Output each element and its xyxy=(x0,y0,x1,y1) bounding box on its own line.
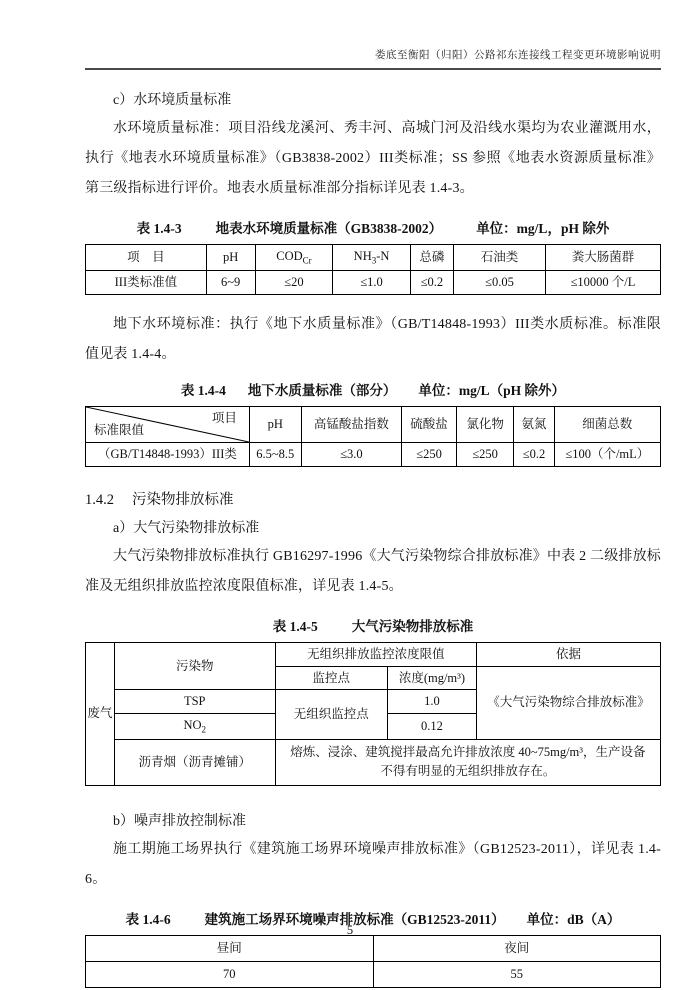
header-chloride: 氯化物 xyxy=(456,407,514,443)
table-144-label: 表 1.4-4 xyxy=(180,383,226,398)
no2-base: NO xyxy=(183,718,202,732)
running-header xyxy=(85,0,661,70)
cell-so4: ≤250 xyxy=(402,443,457,467)
page-content xyxy=(85,0,661,988)
diag-label-item: 项目 xyxy=(211,411,237,425)
cell-no2-value: 0.12 xyxy=(387,714,476,740)
cell-tsp-value: 1.0 xyxy=(387,690,476,714)
running-header-title: 娄底至衡阳（归阳）公路祁东连接线工程变更环境影响说明 xyxy=(375,50,661,61)
header-bacteria-total: 细菌总数 xyxy=(554,407,660,443)
section-number: 1.4.2 xyxy=(85,491,114,508)
cell-asphalt-note: 熔炼、浸涂、建筑搅拌最高允许排放浓度 40~75mg/m³，生产设备不得有明显的无组织排放存在。 xyxy=(275,740,660,786)
table-row xyxy=(86,740,661,786)
header-petroleum: 石油类 xyxy=(454,245,546,271)
table-row xyxy=(86,443,661,467)
codcr-sub: Cr xyxy=(302,255,312,266)
cell-tsp: TSP xyxy=(114,690,275,714)
table-145-air-emission-standard xyxy=(85,642,661,786)
codcr-base: COD xyxy=(276,249,303,263)
table-144-unit: 单位：mg/L（pH 除外） xyxy=(418,383,566,398)
header-item: 项 目 xyxy=(86,245,207,271)
table-144-caption xyxy=(85,379,661,399)
paragraph-groundwater: 地下水环境标准：执行《地下水质量标准》（GB/T14848-1993）III类水质标准。标准限值见表 1.4-4。 xyxy=(85,317,661,362)
header-fecal-coliform: 粪大肠菌群 xyxy=(546,245,661,271)
table-row xyxy=(86,935,661,961)
nh3n-sub: 3 xyxy=(371,255,377,266)
table-row xyxy=(86,271,661,295)
cell-no2 xyxy=(114,714,275,740)
cell-tp: ≤0.2 xyxy=(410,271,453,295)
header-monitor-point: 监控点 xyxy=(275,666,387,690)
cell-basis-value: 《大气污染物综合排放标准》 xyxy=(477,666,661,740)
header-total-phosphorus: 总磷 xyxy=(410,245,453,271)
cell-ph: 6.5~8.5 xyxy=(249,443,301,467)
table-145-caption xyxy=(85,615,661,635)
cell-coliform: ≤10000 个/L xyxy=(546,271,661,295)
section-heading-142 xyxy=(85,490,661,510)
table-row xyxy=(86,407,661,443)
cell-class-label: III类标准值 xyxy=(86,271,207,295)
header-nighttime: 夜间 xyxy=(373,935,661,961)
paragraph-surface-water: 水环境质量标准：项目沿线龙溪河、秀丰河、高城门河及沿线水渠均为农业灌溉用水，执行《地表水环境质量标准》（GB3838-2002）III类标准；SS 参照《地表水资源质量标准》第三级指标进行评价。地表水质量标准部分指标详见表 1.4-3。 xyxy=(85,121,661,196)
table-143-caption xyxy=(85,217,661,237)
page-number: 5 xyxy=(346,923,354,937)
cell-monitor-point-value: 无组织监控点 xyxy=(275,690,387,740)
table-143-title: 地表水环境质量标准（GB3838-2002） xyxy=(215,221,443,236)
header-daytime: 昼间 xyxy=(86,935,374,961)
cell-cl: ≤250 xyxy=(456,443,514,467)
cell-daytime-limit: 70 xyxy=(86,961,374,987)
cell-oil: ≤0.05 xyxy=(454,271,546,295)
cell-waste-gas: 废气 xyxy=(86,642,115,785)
cell-ph: 6~9 xyxy=(206,271,255,295)
cell-cod: ≤20 xyxy=(255,271,333,295)
table-146-title: 建筑施工场界环境噪声排放标准（GB12523-2011） xyxy=(204,911,505,927)
header-nh3n xyxy=(333,245,411,271)
table-146-label: 表 1.4-6 xyxy=(125,911,171,927)
diag-label-limit: 标准限值 xyxy=(94,423,145,438)
table-144-title: 地下水质量标准（部分） xyxy=(247,383,397,398)
table-row xyxy=(86,961,661,987)
section-title: 污染物排放标准 xyxy=(132,491,234,508)
header-permanganate-index: 高锰酸盐指数 xyxy=(301,407,402,443)
no2-sub: 2 xyxy=(201,724,207,735)
header-ammonia: 氨氮 xyxy=(514,407,554,443)
header-basis: 依据 xyxy=(477,642,661,666)
diagonal-header-cell xyxy=(86,407,250,443)
header-fugitive-limit-group: 无组织排放监控浓度限值 xyxy=(275,642,476,666)
table-146-unit: 单位：dB（A） xyxy=(526,911,621,927)
table-143-surface-water-standard xyxy=(85,244,661,295)
cell-nighttime-limit: 55 xyxy=(373,961,661,987)
table-143-label: 表 1.4-3 xyxy=(136,221,182,236)
heading-air-emission: a）大气污染物排放标准 xyxy=(113,520,260,536)
header-sulfate: 硫酸盐 xyxy=(402,407,457,443)
header-pollutant: 污染物 xyxy=(114,642,275,690)
heading-noise-control: b）噪声排放控制标准 xyxy=(113,813,246,829)
table-146-noise-standard xyxy=(85,935,661,988)
table-143-unit: 单位：mg/L，pH 除外 xyxy=(476,221,610,236)
table-145-title: 大气污染物排放标准 xyxy=(351,618,474,634)
paragraph-air-emission: 大气污染物排放标准执行 GB16297-1996《大气污染物综合排放标准》中表 2 二级排放标准及无组织排放监控浓度限值标准，详见表 1.4-5。 xyxy=(85,548,662,594)
cell-nh3n: ≤1.0 xyxy=(333,271,411,295)
cell-nh3: ≤0.2 xyxy=(514,443,554,467)
header-ph: pH xyxy=(249,407,301,443)
header-concentration: 浓度(mg/m³) xyxy=(387,666,476,690)
table-row xyxy=(86,642,661,666)
table-144-groundwater-standard xyxy=(85,406,661,467)
cell-kmno4: ≤3.0 xyxy=(301,443,402,467)
header-codcr xyxy=(255,245,333,271)
table-145-label: 表 1.4-5 xyxy=(272,618,318,634)
cell-asphalt-label: 沥青烟（沥青摊铺） xyxy=(114,740,275,786)
table-row xyxy=(86,245,661,271)
cell-standard-label: （GB/T14848-1993）III类 xyxy=(86,443,250,467)
nh3n-base: NH xyxy=(353,249,372,263)
paragraph-noise: 施工期施工场界执行《建筑施工场界环境噪声排放标准》（GB12523-2011），详见表 1.4-6。 xyxy=(85,841,661,887)
cell-bacteria: ≤100（个/mL） xyxy=(554,443,660,467)
header-ph: pH xyxy=(206,245,255,271)
heading-water-quality-standard: c）水环境质量标准 xyxy=(113,93,232,108)
nh3n-post: -N xyxy=(376,249,390,263)
